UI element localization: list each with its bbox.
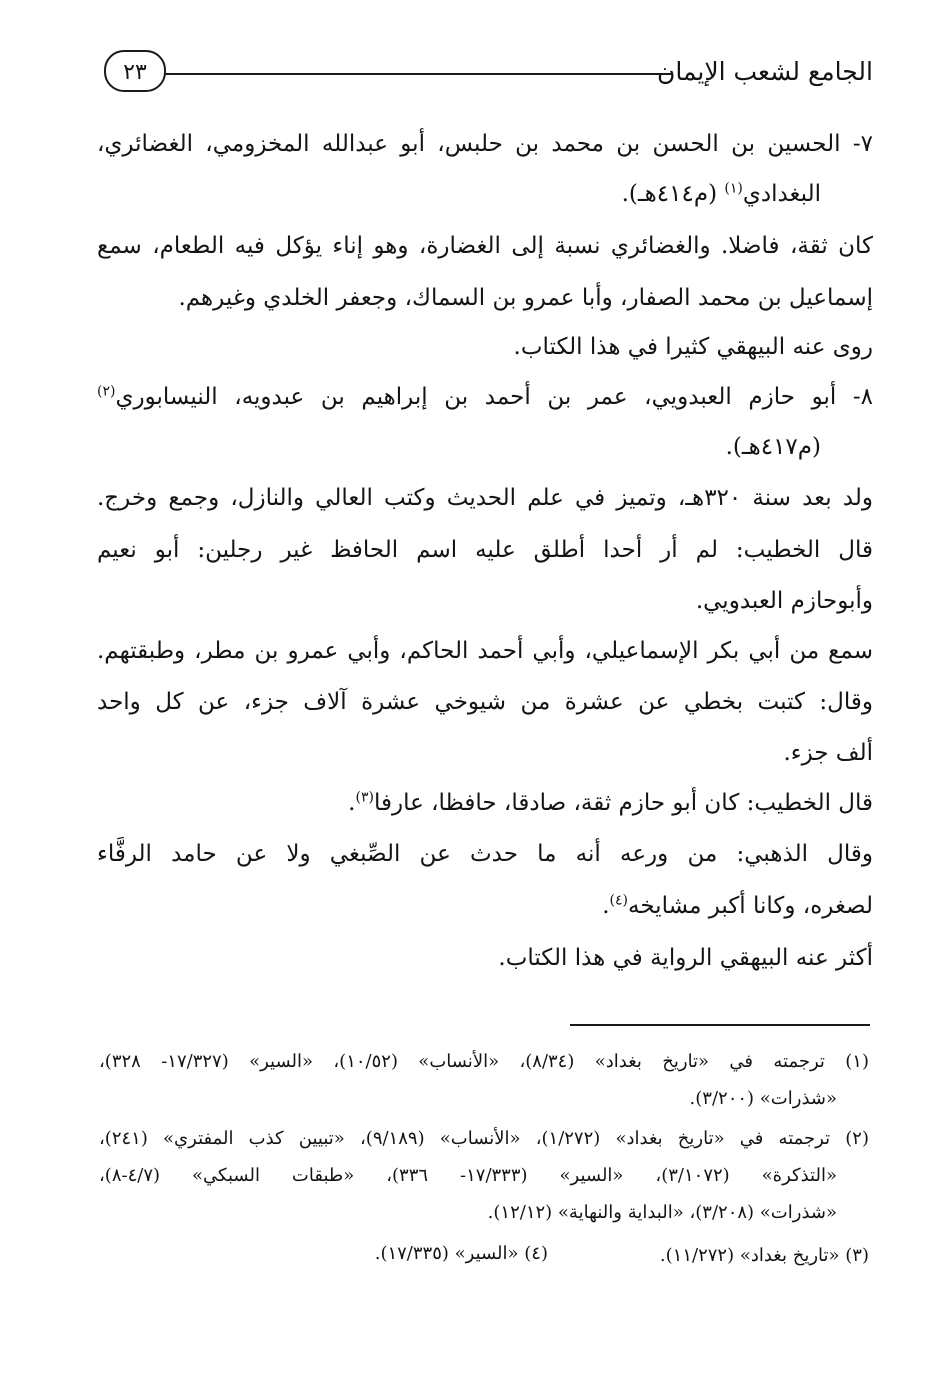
khatib-quote-end: . xyxy=(348,790,356,816)
header-rule xyxy=(165,73,673,75)
entry-7-para-1-line-1: كان ثقة، فاضلا. والغضائري نسبة إلى الغضارة، وهو إناء يؤكل فيه الطعام، سمع xyxy=(97,233,873,259)
entry-7-death-date: (م٤١٤هـ). xyxy=(621,181,725,207)
entry-8-para-7: أكثر عنه البيهقي الرواية في هذا الكتاب. xyxy=(498,945,873,971)
entry-8-line-2: (م٤١٧هـ). xyxy=(725,434,821,460)
entry-8-para-5 xyxy=(348,786,873,820)
entry-8-para-4-line-1: وقال: كتبت بخطي عن عشرة من شيوخي عشرة آلاف جزء، عن كل واحد xyxy=(97,689,873,715)
entry-8-para-6-line-1: وقال الذهبي: من ورعه أنه ما حدث عن الصِّبغي ولا عن حامد الرفَّاء xyxy=(97,841,873,867)
entry-8-para-3: سمع من أبي بكر الإسماعيلي، وأبي أحمد الحاكم، وأبي عمرو بن مطر، وطبقتهم. xyxy=(97,638,873,664)
footnote-2-line-1: (٢) ترجمته في «تاريخ بغداد» (١/٢٧٢)، «الأنساب» (٩/١٨٩)، «تبيين كذب المفتري» (٢٤١)، xyxy=(99,1128,869,1149)
footnote-ref-4: (٤) xyxy=(609,892,628,909)
khatib-quote: قال الخطيب: كان أبو حازم ثقة، صادقا، حافظا، عارفا xyxy=(373,790,873,816)
footnote-ref-1: (١) xyxy=(724,180,743,197)
dhahabi-quote-period: . xyxy=(602,893,610,919)
dhahabi-quote-end: لصغره، وكانا أكبر مشايخه xyxy=(627,893,873,919)
entry-7-line-2 xyxy=(622,177,821,211)
entry-7-name-end: البغدادي xyxy=(742,181,821,207)
entry-8-para-1: ولد بعد سنة ٣٢٠هـ، وتميز في علم الحديث وكتب العالي والنازل، وجمع وخرج. xyxy=(97,485,873,511)
entry-7-para-1-line-2: إسماعيل بن محمد الصفار، وأبا عمرو بن السماك، وجعفر الخلدي وغيرهم. xyxy=(178,285,873,311)
footnote-4: (٤) «السير» (١٧/٣٣٥). xyxy=(374,1243,548,1264)
entry-8-para-2-line-2: وأبوحازم العبدويي. xyxy=(695,588,873,614)
footnote-1-line-2: «شذرات» (٣/٢٠٠). xyxy=(689,1088,837,1109)
footnote-2-line-2: «التذكرة» (٣/١٠٧٢)، «السير» (١٧/٣٣٣- ٣٣٦)، «طبقات السبكي» (٤/٧-٨)، xyxy=(99,1165,837,1186)
running-title: الجامع لشعب الإيمان xyxy=(656,57,873,86)
entry-8-heading: ٨- أبو حازم العبدويي، عمر بن أحمد بن إبراهيم بن عبدويه، النيسابوري xyxy=(115,384,873,410)
footnote-3: (٣) «تاريخ بغداد» (١١/٢٧٢). xyxy=(659,1245,869,1266)
page-number: ٢٣ xyxy=(104,50,166,92)
entry-7-line-1: ٧- الحسين بن الحسن بن محمد بن حلبس، أبو عبدالله المخزومي، الغضائري، xyxy=(97,131,873,157)
footnote-separator xyxy=(570,1024,870,1026)
entry-8-para-4-line-2: ألف جزء. xyxy=(783,740,873,766)
entry-8-line-1 xyxy=(97,380,873,414)
footnote-ref-3: (٣) xyxy=(355,789,374,806)
footnote-2-line-3: «شذرات» (٣/٢٠٨)، «البداية والنهاية» (١٢/١٢). xyxy=(487,1202,837,1223)
entry-7-para-2: روى عنه البيهقي كثيرا في هذا الكتاب. xyxy=(513,334,873,360)
footnote-1-line-1: (١) ترجمته في «تاريخ بغداد» (٨/٣٤)، «الأنساب» (١٠/٥٢)، «السير» (١٧/٣٢٧- ٣٢٨)، xyxy=(99,1051,869,1072)
footnote-ref-2: (٢) xyxy=(97,383,116,400)
entry-8-para-2-line-1: قال الخطيب: لم أر أحدا أطلق عليه اسم الحافظ غير رجلين: أبو نعيم xyxy=(97,537,873,563)
entry-8-para-6-line-2 xyxy=(602,889,873,923)
